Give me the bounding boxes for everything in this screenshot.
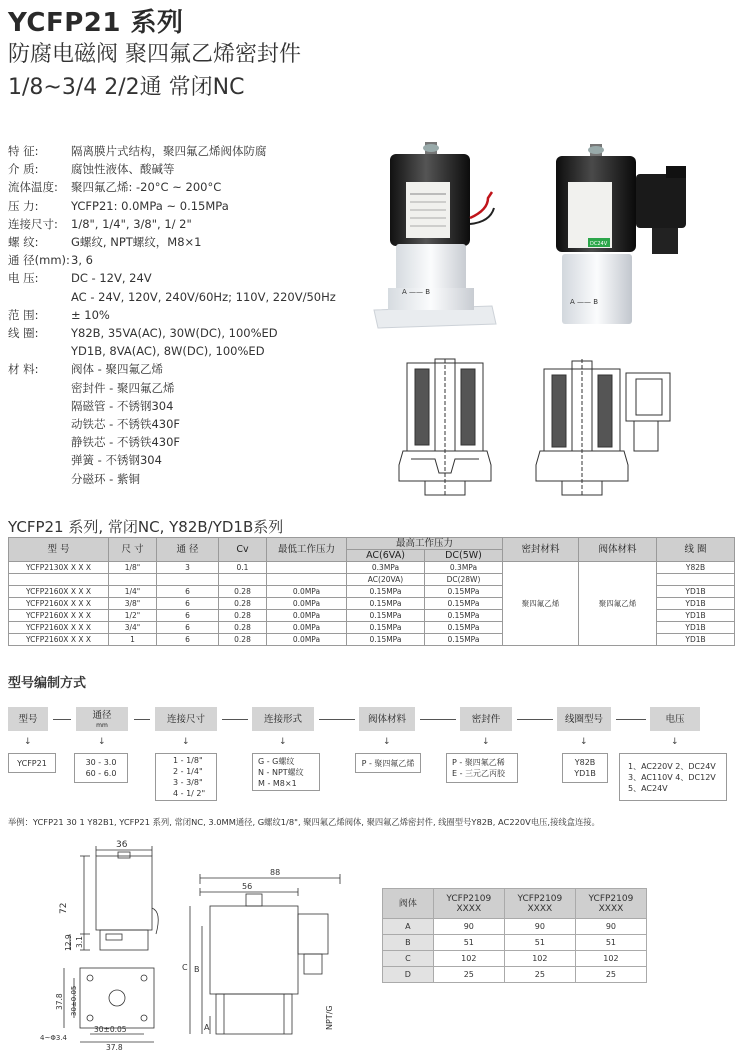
col-header: 阀体材料: [579, 538, 657, 562]
spec-row: 连接尺寸: 1/8", 1/4", 3/8", 1/ 2": [8, 216, 192, 231]
table-row: AC(20VA) DC(28W): [9, 574, 735, 586]
flow-label: A —— B: [402, 288, 431, 296]
cross-section-drawing-1: [395, 355, 505, 505]
code-box-bore: 通径 mm: [76, 707, 128, 731]
code-connector: [616, 719, 646, 720]
spec-row: AC - 24V, 120V, 240V/60Hz; 110V, 220V/50Hz: [71, 289, 336, 304]
table-row: YCFP2160X X X X 1/2" 6 0.28 0.0MPa 0.15MPa 0.15MPa YD1B: [9, 610, 735, 622]
col-header: Cv: [219, 538, 267, 562]
page-subtitle: 防腐电磁阀 聚四氟乙烯密封件: [8, 42, 301, 67]
code-connector: [319, 719, 355, 720]
col-header: YCFP2109 XXXX: [504, 889, 575, 919]
spec-row: 密封件 - 聚四氟乙烯: [71, 380, 175, 395]
code-box-coil: 线圈型号: [557, 707, 611, 731]
spec-row: 流体温度: 聚四氟乙烯: -20°C ~ 200°C: [8, 180, 222, 195]
dim-37-8: 37.8: [55, 993, 64, 1010]
table-header-row: [9, 538, 735, 550]
page-subtitle-2: 1/8~3/4 2/2通 常闭NC: [8, 75, 245, 100]
dim-30-a: 30±0.05: [70, 985, 78, 1016]
dim-holes: 4~Φ3.4: [40, 1034, 67, 1042]
col-header: 最高工作压力: [347, 538, 503, 550]
code-connector: [517, 719, 553, 720]
section-title-model-code: 型号编制方式: [8, 676, 87, 691]
code-option-voltage: 1、AC220V 2、DC24V 3、AC110V 4、DC12V 5、AC24V: [619, 753, 727, 801]
code-option-body-material: P - 聚四氟乙烯: [355, 753, 421, 773]
npt-label: NPT/G: [325, 1005, 334, 1030]
col-header: 尺 寸: [109, 538, 157, 562]
spec-row: 线 圈: Y82B, 35VA(AC), 30W(DC), 100%ED: [8, 326, 278, 341]
dim-b: B: [194, 965, 200, 974]
dim-56: 56: [242, 882, 253, 891]
page-title: YCFP21 系列: [8, 8, 184, 38]
col-header: YCFP2109 XXXX: [433, 889, 504, 919]
example-text: 举例：YCFP21 30 1 Y82B1, YCFP21 系列, 常闭NC, 3.0MM通径, G螺纹1/8", 聚四氟乙烯阀体, 聚四氟乙烯密封件, 线圈型号Y82B, AC220V电压,接线盒连接。: [8, 817, 600, 827]
valve-photo-1: [370, 138, 500, 330]
spec-row: 特 征: 隔离膜片式结构，聚四氟乙烯阀体防腐: [8, 144, 267, 158]
down-arrow-icon: ↓: [24, 737, 32, 747]
dim-72: 72: [59, 902, 69, 914]
spec-row: 介 质: 腐蚀性液体、酸碱等: [8, 162, 175, 177]
down-arrow-icon: ↓: [482, 737, 490, 747]
flow-label: A —— B: [570, 298, 599, 306]
spec-table: [8, 537, 735, 646]
seal-material-cell: 聚四氟乙烯: [503, 562, 579, 646]
spec-row: 压 力: YCFP21: 0.0MPa ~ 0.15MPa: [8, 198, 229, 213]
down-arrow-icon: ↓: [98, 737, 106, 747]
spec-row: 弹簧 - 不锈钢304: [71, 453, 162, 468]
spec-row: 电 压: DC - 12V, 24V: [8, 271, 152, 286]
spec-row: 通 径(mm): 3, 6: [8, 253, 93, 268]
table-row: YCFP2130X X X X 1/8" 3 0.1 0.3MPa 0.3MPa 聚四氟乙烯 聚四氟乙烯 Y82B: [9, 562, 735, 574]
code-box-model: 型号: [8, 707, 48, 731]
code-box-voltage: 电压: [650, 707, 700, 731]
table-row: YCFP2160X X X X 3/8" 6 0.28 0.0MPa 0.15MPa 0.15MPa YD1B: [9, 598, 735, 610]
col-subheader: AC(6VA): [347, 550, 425, 562]
dimension-table: [382, 888, 647, 983]
table-row: YCFP2160X X X X 3/4" 6 0.28 0.0MPa 0.15MPa 0.15MPa YD1B: [9, 622, 735, 634]
code-box-connection-type: 连接形式: [252, 707, 314, 731]
dim-36: 36: [116, 840, 128, 850]
spec-list: [8, 142, 336, 488]
cross-section-drawing-2: [530, 355, 690, 505]
code-box-seal: 密封件: [460, 707, 512, 731]
spec-row: 材 料: 阀体 - 聚四氟乙烯: [8, 362, 163, 377]
down-arrow-icon: ↓: [383, 737, 391, 747]
dim-30-b: 30±0.05: [94, 1025, 127, 1034]
code-option-connection-type: G - G螺纹 N - NPT螺纹 M - M8×1: [252, 753, 320, 791]
valve-photo-2: [548, 138, 698, 338]
table-row: A 90 90 90: [383, 919, 647, 935]
label-dc24v: DC24V: [590, 241, 608, 247]
table-row: D 25 25 25: [383, 967, 647, 983]
down-arrow-icon: ↓: [279, 737, 287, 747]
col-subheader: DC(5W): [425, 550, 503, 562]
spec-row: YD1B, 8VA(AC), 8W(DC), 100%ED: [71, 344, 265, 359]
code-connector: [53, 719, 71, 720]
code-option-connection-size: 1 - 1/8" 2 - 1/4" 3 - 3/8" 4 - 1/ 2": [155, 753, 217, 801]
col-header: 阀体: [383, 889, 434, 919]
spec-row: 分磁环 - 紫铜: [71, 471, 140, 486]
dim-3-1: 3.1: [75, 936, 84, 948]
col-header: 型 号: [9, 538, 109, 562]
code-option-coil: Y82B YD1B: [562, 753, 608, 783]
dim-12-9: 12.9: [64, 934, 73, 951]
col-header: YCFP2109 XXXX: [575, 889, 646, 919]
col-header: 通 径: [157, 538, 219, 562]
dim-a: A: [204, 1023, 210, 1032]
section-title-series: YCFP21 系列, 常闭NC, Y82B/YD1B系列: [8, 518, 284, 536]
code-connector: [420, 719, 456, 720]
col-header: 密封材料: [503, 538, 579, 562]
dimension-drawing-2: [180, 866, 370, 1050]
dimension-drawing-1: [40, 838, 180, 1052]
code-connector: [134, 719, 150, 720]
table-row: YCFP2160X X X X 1 6 0.28 0.0MPa 0.15MPa 0.15MPa YD1B: [9, 634, 735, 646]
col-header: 最低工作压力: [267, 538, 347, 562]
body-material-cell: 聚四氟乙烯: [579, 562, 657, 646]
spec-row: 隔磁管 - 不锈钢304: [71, 398, 174, 413]
code-connector: [222, 719, 248, 720]
down-arrow-icon: ↓: [182, 737, 190, 747]
spec-row: 范 围: ± 10%: [8, 307, 110, 322]
down-arrow-icon: ↓: [671, 737, 679, 747]
table-row: C 102 102 102: [383, 951, 647, 967]
col-header: 线 圈: [657, 538, 735, 562]
table-row: B 51 51 51: [383, 935, 647, 951]
dim-c: C: [182, 963, 188, 972]
spec-row: 动铁芯 - 不锈铁430F: [71, 417, 181, 432]
code-option-seal: P - 聚四氟乙稀 E - 三元乙丙胶: [446, 753, 518, 783]
dim-88: 88: [270, 868, 281, 877]
table-row: YCFP2160X X X X 1/4" 6 0.28 0.0MPa 0.15MPa 0.15MPa YD1B: [9, 586, 735, 598]
spec-row: 螺 纹: G螺纹, NPT螺纹，M8×1: [8, 235, 202, 250]
dim-37-8-b: 37.8: [106, 1043, 123, 1052]
code-option-model: YCFP21: [8, 753, 56, 773]
down-arrow-icon: ↓: [580, 737, 588, 747]
code-box-body-material: 阀体材料: [359, 707, 415, 731]
table-header-row: [383, 889, 647, 919]
spec-row: 静铁芯 - 不锈铁430F: [71, 435, 181, 450]
code-box-connection-size: 连接尺寸: [155, 707, 217, 731]
code-option-bore: 30 - 3.0 60 - 6.0: [74, 753, 128, 783]
